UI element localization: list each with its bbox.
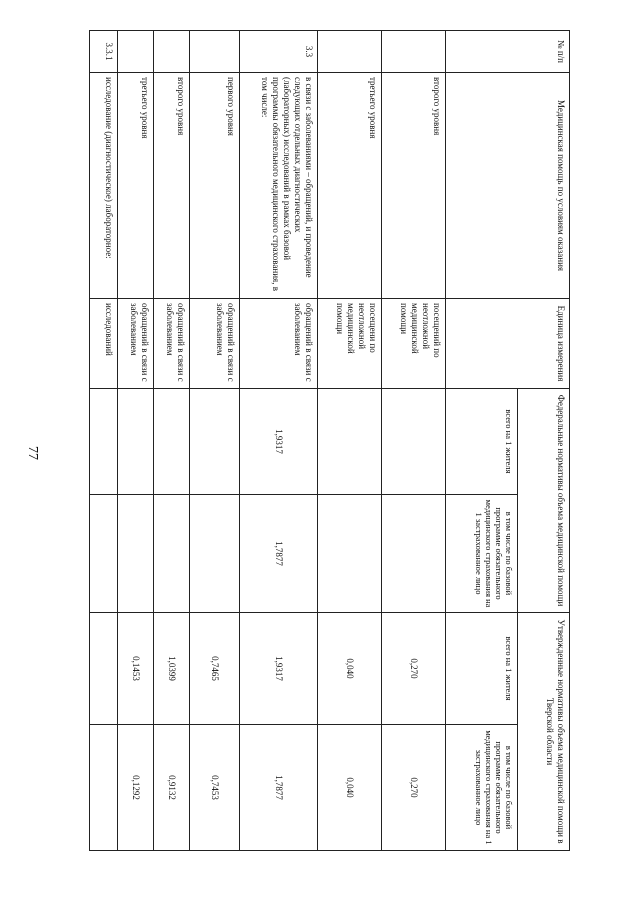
table-row — [382, 31, 446, 851]
row-tver-total: 1,0399 — [154, 613, 190, 725]
row-num — [382, 31, 446, 73]
row-tver-total: 1,9317 — [240, 613, 318, 725]
row-tver-oms: 0,9132 — [154, 725, 190, 851]
header-tver-per-resident: всего на 1 жителя — [446, 613, 518, 725]
row-tver-total: 0,1453 — [118, 613, 154, 725]
row-federal-oms — [318, 495, 382, 613]
row-federal-total: 1,9317 — [240, 389, 318, 495]
row-num — [318, 31, 382, 73]
table-header — [446, 31, 570, 851]
row-tver-oms: 0,040 — [318, 725, 382, 851]
row-tver-total: 0,7465 — [190, 613, 240, 725]
table-row — [90, 31, 118, 851]
table-row — [190, 31, 240, 851]
row-federal-total — [190, 389, 240, 495]
table-row — [154, 31, 190, 851]
header-num: № п/п — [446, 31, 570, 73]
row-unit: посещени по неотложной медицинской помощи — [318, 299, 382, 389]
row-tver-total — [90, 613, 118, 725]
care-volume-table — [89, 30, 570, 851]
row-num: 3.3 — [240, 31, 318, 73]
row-federal-oms — [382, 495, 446, 613]
table-row — [118, 31, 154, 851]
row-tver-oms: 0,1292 — [118, 725, 154, 851]
row-unit: обращений в связи с заболеванием — [118, 299, 154, 389]
row-federal-total — [118, 389, 154, 495]
row-federal-total — [318, 389, 382, 495]
rotated-document-sheet — [90, 30, 570, 850]
row-care: второго уровня — [154, 73, 190, 299]
table-body — [90, 31, 446, 851]
row-unit: посещений по неотложной медицинской помощи — [382, 299, 446, 389]
header-federal-per-resident: всего на 1 жителя — [446, 389, 518, 495]
row-unit: обращений в связи с заболеванием — [190, 299, 240, 389]
row-care: третьего уровня — [318, 73, 382, 299]
header-federal-group: Федеральные нормативы объема медицинской помощи — [518, 389, 570, 613]
row-federal-oms: 1,7877 — [240, 495, 318, 613]
row-num — [190, 31, 240, 73]
row-federal-total — [382, 389, 446, 495]
row-federal-oms — [90, 495, 118, 613]
row-tver-total: 0,040 — [318, 613, 382, 725]
row-num — [118, 31, 154, 73]
header-tver-group: Утвержденные нормативы объема медицинской помощи в Тверской области — [518, 613, 570, 851]
header-tver-per-insured: в том числе по базовой программе обязательного медицинского страхования на 1 застрахованное лицо — [446, 725, 518, 851]
row-care: первого уровня — [190, 73, 240, 299]
row-federal-oms — [118, 495, 154, 613]
row-unit: исследований — [90, 299, 118, 389]
row-tver-oms: 1,7877 — [240, 725, 318, 851]
table-row — [318, 31, 382, 851]
row-care: в связи с заболеваниями – обращений, и проведение следующих отдельных диагностических (лабораторных) исследований в рамках базовой программы обязательного медицинского страхования, в том числе: — [240, 73, 318, 299]
row-tver-oms: 0,270 — [382, 725, 446, 851]
row-federal-total — [154, 389, 190, 495]
row-tver-oms: 0,7453 — [190, 725, 240, 851]
row-care: исследование (диагностическое) лабораторное: — [90, 73, 118, 299]
table-row — [240, 31, 318, 851]
row-federal-oms — [190, 495, 240, 613]
page-number: 77 — [25, 446, 40, 460]
header-care: Медицинская помощь по условиям оказания — [446, 73, 570, 299]
header-federal-per-insured: в том числе по базовой программе обязательного медицинского страхования на 1 застрахованное лицо — [446, 495, 518, 613]
row-federal-total — [90, 389, 118, 495]
row-tver-total: 0,270 — [382, 613, 446, 725]
row-unit: обращений в связи с заболеванием — [240, 299, 318, 389]
row-care: второго уровня — [382, 73, 446, 299]
row-num: 3.3.1 — [90, 31, 118, 73]
row-num — [154, 31, 190, 73]
row-care: третьего уровня — [118, 73, 154, 299]
header-unit: Единица измерения — [446, 299, 570, 389]
row-tver-oms — [90, 725, 118, 851]
row-federal-oms — [154, 495, 190, 613]
row-unit: обращений в связи с заболеванием — [154, 299, 190, 389]
